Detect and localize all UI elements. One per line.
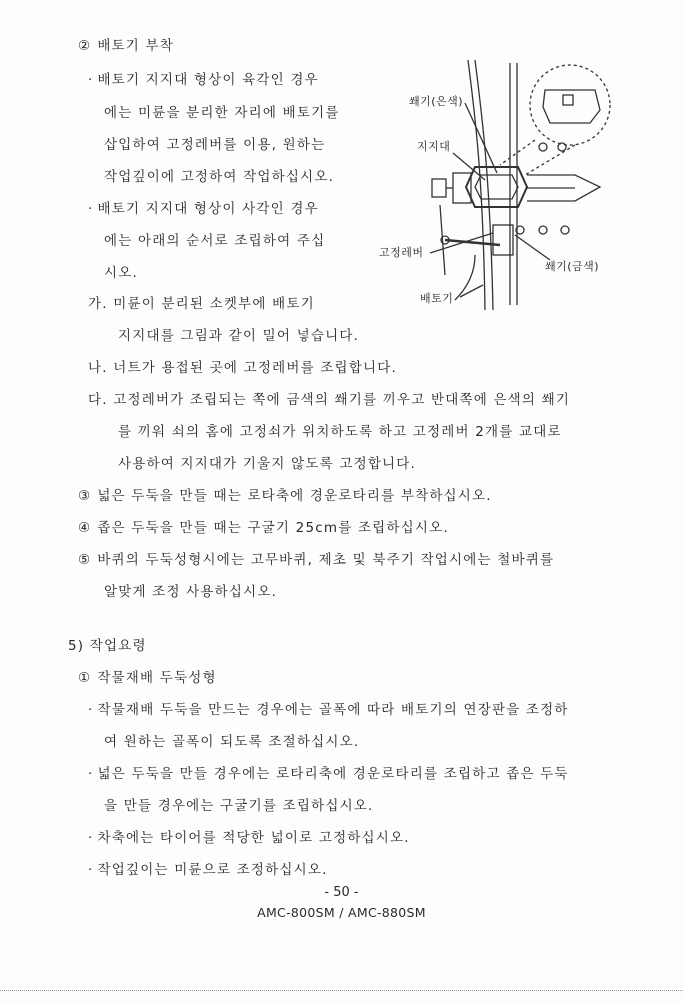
item-number: ④ <box>78 520 92 536</box>
text-line: 여 원하는 골폭이 되도록 조절하십시오. <box>104 734 360 750</box>
item-3 <box>78 487 492 505</box>
text-line: 삽입하여 고정레버를 이용, 원하는 <box>104 137 326 153</box>
bullet-line <box>88 861 328 879</box>
subsection-1-heading <box>78 669 217 687</box>
step-da: 다. 고정레버가 조립되는 쪽에 금색의 쐐기를 끼우고 반대쪽에 은색의 쐐기 <box>88 392 571 408</box>
text-line: 알맞게 조정 사용하십시오. <box>104 584 278 600</box>
bullet-mark: · <box>88 72 94 88</box>
bullet-line <box>88 829 410 847</box>
arm-line <box>455 255 475 300</box>
label-fixing-lever: 고정레버 <box>379 246 424 259</box>
text: 배토기 지지대 형상이 육각인 경우 <box>97 72 319 88</box>
text: 바퀴의 두둑성형시에는 고무바퀴, 제초 및 북주기 작업시에는 철바퀴를 <box>97 552 555 568</box>
text-line: 시오. <box>104 265 138 281</box>
bullet-mark: · <box>88 830 94 846</box>
ridger-assembly-figure <box>375 55 630 315</box>
zoom-leader <box>525 145 575 175</box>
label-support: 지지대 <box>417 140 451 153</box>
section-number: ② <box>78 38 92 54</box>
model-name: AMC-800SM / AMC-880SM <box>257 905 426 920</box>
step-na: 나. 너트가 용접된 곳에 고정레버를 조립합니다. <box>88 360 398 376</box>
socket-block <box>453 173 471 203</box>
bullet-mark: · <box>88 201 94 217</box>
text: 좁은 두둑을 만들 때는 구굴기 25cm를 조립하십시오. <box>97 520 449 536</box>
label-leader <box>515 235 550 260</box>
text: 작업깊이는 미륜으로 조정하십시오. <box>97 862 328 878</box>
text-line: 를 끼워 쇠의 홈에 고정쇠가 위치하도록 하고 고정레버 2개를 교대로 <box>118 424 562 440</box>
item-number: ③ <box>78 488 92 504</box>
scan-border <box>0 990 683 992</box>
text: 차축에는 타이어를 적당한 넓이로 고정하십시오. <box>97 830 410 846</box>
text-line: 작업깊이에 고정하여 작업하십시오. <box>104 169 335 185</box>
text: 넓은 두둑을 만들 때는 로타축에 경운로타리를 부착하십시오. <box>97 488 492 504</box>
item-number: ① <box>78 670 92 686</box>
bullet-mark: · <box>88 862 94 878</box>
item-number: ⑤ <box>78 552 92 568</box>
item-4 <box>78 519 449 537</box>
text: 작물재배 두둑을 만드는 경우에는 골폭에 따라 배토기의 연장판을 조정하 <box>97 702 569 718</box>
lever-bar <box>445 240 500 245</box>
bullet-mark: · <box>88 766 94 782</box>
step-ga: 가. 미륜이 분리된 소켓부에 배토기 <box>88 296 315 312</box>
label-wedge-silver: 쐐기(은색) <box>409 95 464 108</box>
label-wedge-gold: 쐐기(금색) <box>545 260 600 273</box>
section-5-heading: 5) 작업요령 <box>68 638 147 654</box>
text: 넓은 두둑을 만들 경우에는 로타리축에 경운로타리를 조립하고 좁은 두둑 <box>97 766 569 782</box>
section-title: 배토기 부착 <box>97 38 175 54</box>
bolt-head <box>432 179 446 197</box>
bolt-circle <box>539 226 547 234</box>
bullet-line <box>88 701 569 719</box>
section-2-heading <box>78 37 174 55</box>
label-ridger: 배토기 <box>420 292 454 305</box>
bullet-line <box>88 765 569 783</box>
text-line: 에는 미륜을 분리한 자리에 배토기를 <box>104 105 340 121</box>
item-5 <box>78 551 554 569</box>
bolt-circle <box>539 143 547 151</box>
page-number: - 50 - <box>324 885 359 900</box>
text: 작물재배 두둑성형 <box>97 670 217 686</box>
wedge-slot <box>563 95 573 105</box>
bullet-line <box>88 200 319 218</box>
text-line: 지지대를 그림과 같이 밀어 넣습니다. <box>118 328 360 344</box>
bullet-line <box>88 71 319 89</box>
bullet-mark: · <box>88 702 94 718</box>
bolt-circle <box>558 143 566 151</box>
bolt-circle <box>561 226 569 234</box>
text-line: 을 만들 경우에는 구굴기를 조립하십시오. <box>104 798 374 814</box>
text-line: 사용하여 지지대가 기울지 않도록 고정합니다. <box>118 456 417 472</box>
text-line: 에는 아래의 순서로 조립하여 주십 <box>104 233 326 249</box>
text: 배토기 지지대 형상이 사각인 경우 <box>97 201 319 217</box>
